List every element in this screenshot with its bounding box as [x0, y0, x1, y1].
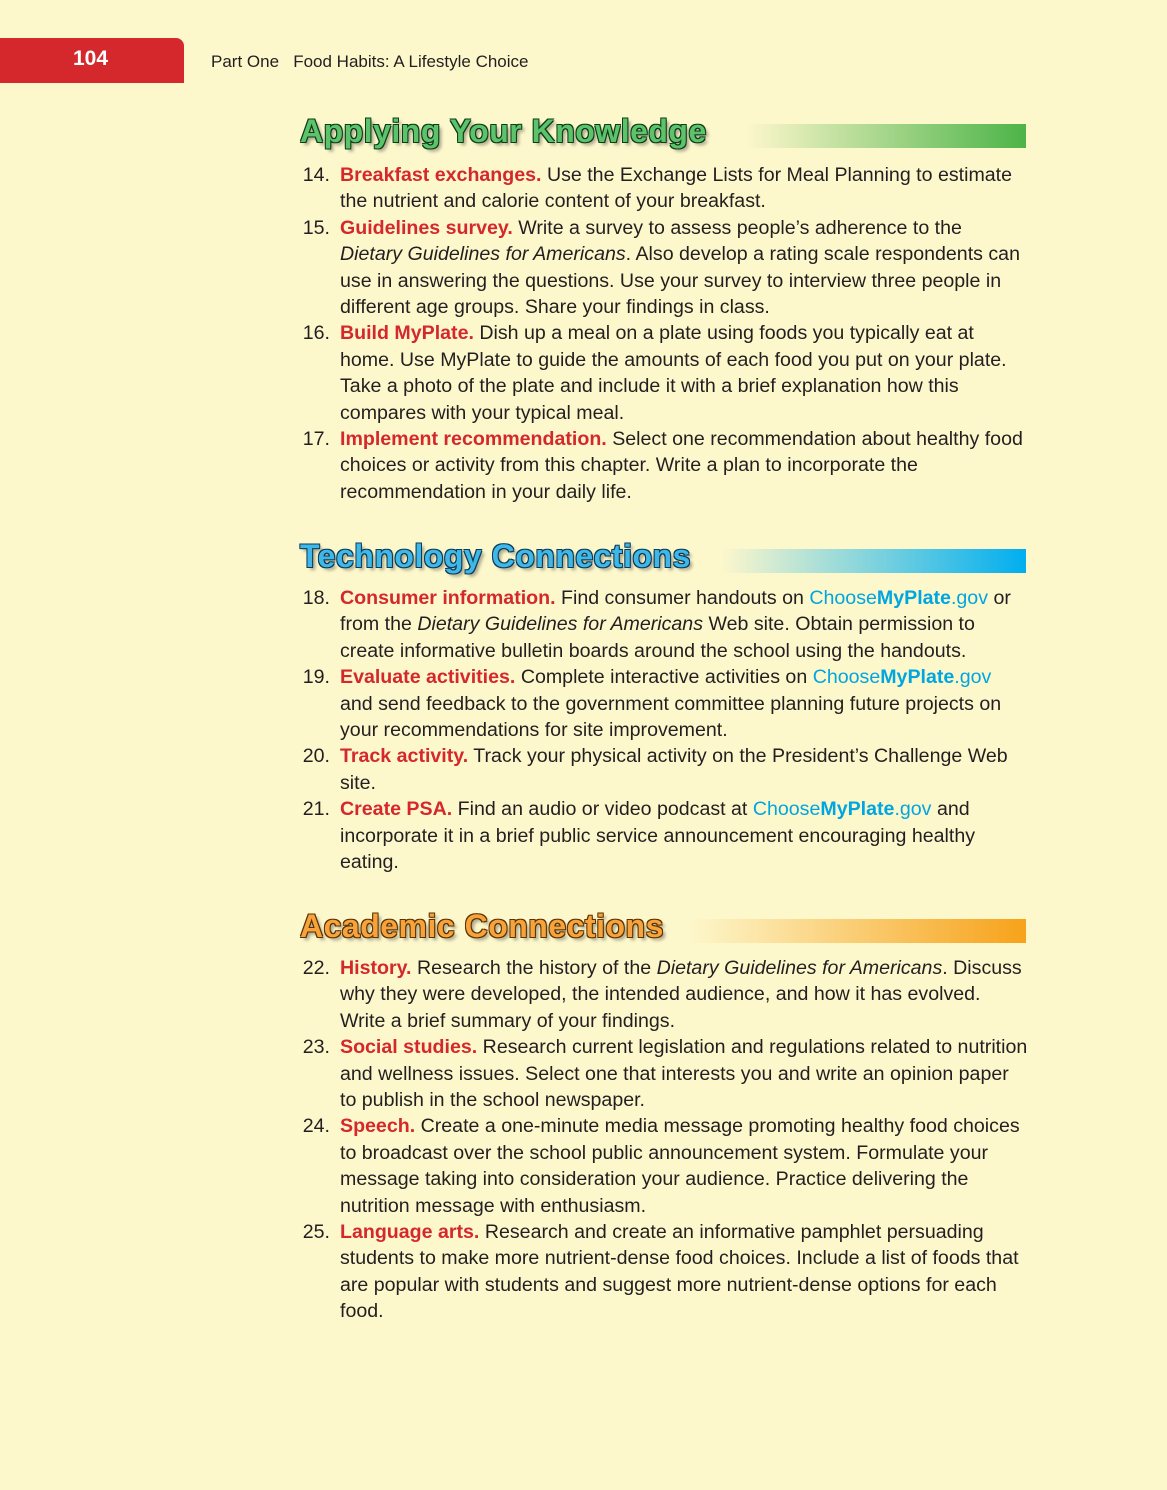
item-lead: Speech. — [340, 1115, 416, 1138]
item-text: Find consumer handouts on — [561, 587, 804, 609]
list-item — [300, 1034, 1028, 1113]
choosemyplate-link[interactable]: ChooseMyPlate.gov — [809, 587, 989, 609]
technology-connections-list — [300, 585, 1028, 875]
list-item — [300, 162, 1028, 215]
item-text: Track your physical activity on the President’s Challenge Web site. — [340, 745, 1008, 794]
item-number: 17. — [302, 428, 330, 451]
item-number: 24. — [302, 1115, 330, 1138]
applying-knowledge-list — [300, 162, 1028, 505]
item-text: . Discuss why they were developed, the intended audience, and how it has evolved. Write a brief summary of your findings. — [340, 957, 1022, 1032]
item-lead: Guidelines survey. — [340, 216, 513, 239]
item-text: or from the — [340, 587, 1011, 636]
section-title: Technology Connections — [300, 538, 691, 574]
item-text: Select one recommendation about healthy food choices or activity from this chapter. Write a plan to incorporate the recommendation in your daily life. — [340, 428, 1023, 503]
item-text: and incorporate it in a brief public service announcement encouraging healthy eating. — [340, 798, 976, 874]
section-title: Applying Your Knowledge — [300, 113, 707, 149]
item-text: and send feedback to the government committee planning future projects on your recommendations for site improvement. — [340, 692, 1002, 742]
item-title-italic: Dietary Guidelines for Americans — [340, 243, 626, 266]
item-lead: Evaluate activities. — [340, 666, 516, 689]
list-item — [300, 1113, 1028, 1219]
item-number: 14. — [302, 164, 330, 186]
item-number: 21. — [302, 798, 330, 821]
item-text: Write a survey to assess people’s adherence to the — [518, 216, 962, 239]
item-number: 18. — [302, 587, 330, 609]
list-item — [300, 743, 1028, 796]
section-header-technology-connections — [300, 538, 1026, 578]
section-gradient-bar — [746, 124, 1026, 148]
academic-connections-list — [300, 955, 1028, 1325]
item-lead: Build MyPlate. — [340, 322, 474, 345]
choosemyplate-link[interactable]: ChooseMyPlate.gov — [812, 666, 992, 689]
item-lead: Create PSA. — [340, 798, 453, 821]
item-text: Find an audio or video podcast at — [457, 798, 748, 821]
item-lead: Consumer information. — [340, 587, 556, 609]
item-number: 19. — [302, 666, 330, 689]
item-text: Use the Exchange Lists for Meal Planning to estimate the nutrient and calorie content of your breakfast. — [340, 164, 1013, 213]
item-text: . Also develop a rating scale respondents can use in answering the questions. Use your survey to interview three people in different age groups. Share your findings in class. — [340, 243, 1020, 319]
item-text: Dish up a meal on a plate using foods you typically eat at home. Use MyPlate to guide the amounts of each food you put on your plate. Take a photo of the plate and include it with a brief explanation how this compares with your typical meal. — [340, 322, 1007, 424]
list-item — [300, 426, 1028, 505]
item-lead: Language arts. — [340, 1221, 480, 1244]
list-item — [300, 664, 1028, 743]
item-text: Research the history of the — [416, 957, 652, 979]
item-lead: Track activity. — [340, 745, 469, 768]
list-item — [300, 955, 1028, 1034]
list-item — [300, 1219, 1028, 1325]
item-number: 23. — [302, 1036, 330, 1059]
item-title-italic: Dietary Guidelines for Americans — [656, 957, 943, 979]
item-lead: History. — [340, 957, 412, 979]
item-number: 22. — [302, 957, 330, 979]
item-text: Research and create an informative pamphlet persuading students to make more nutrient-dense food choices. Include a list of foods that are popular with students and suggest more nutrient-dense options for each food. — [340, 1221, 1019, 1323]
section-title: Academic Connections — [300, 908, 664, 944]
list-item — [300, 796, 1028, 875]
list-item — [300, 215, 1028, 321]
item-text: Create a one-minute media message promoting healthy food choices to broadcast over the school public announcement system. Formulate your message taking into consideration your audience. Practice delivering the nutrition message with enthusiasm. — [340, 1115, 1020, 1217]
item-lead: Implement recommendation. — [340, 428, 607, 451]
section-header-applying-knowledge — [300, 113, 1026, 153]
section-gradient-bar — [721, 549, 1026, 573]
item-number: 15. — [302, 216, 330, 239]
page-number: 104 — [73, 47, 109, 70]
item-text: Research current legislation and regulations related to nutrition and wellness issues. Select one that interests you and write an opinion paper to publish in the school newspaper. — [340, 1036, 1028, 1112]
section-header-academic-connections — [300, 908, 1026, 948]
item-lead: Social studies. — [340, 1036, 478, 1059]
item-lead: Breakfast exchanges. — [340, 164, 542, 186]
section-gradient-bar — [688, 919, 1026, 943]
item-text: Complete interactive activities on — [520, 666, 808, 689]
running-head: Part One Food Habits: A Lifestyle Choice — [211, 52, 529, 71]
choosemyplate-link[interactable]: ChooseMyPlate.gov — [752, 798, 932, 821]
list-item — [300, 320, 1028, 426]
item-number: 16. — [302, 322, 330, 345]
item-text: Web site. Obtain permission to create informative bulletin boards around the school using the handouts. — [340, 613, 975, 662]
item-title-italic: Dietary Guidelines for Americans — [417, 613, 703, 636]
item-number: 20. — [302, 745, 330, 768]
list-item — [300, 585, 1028, 664]
item-number: 25. — [302, 1221, 330, 1244]
